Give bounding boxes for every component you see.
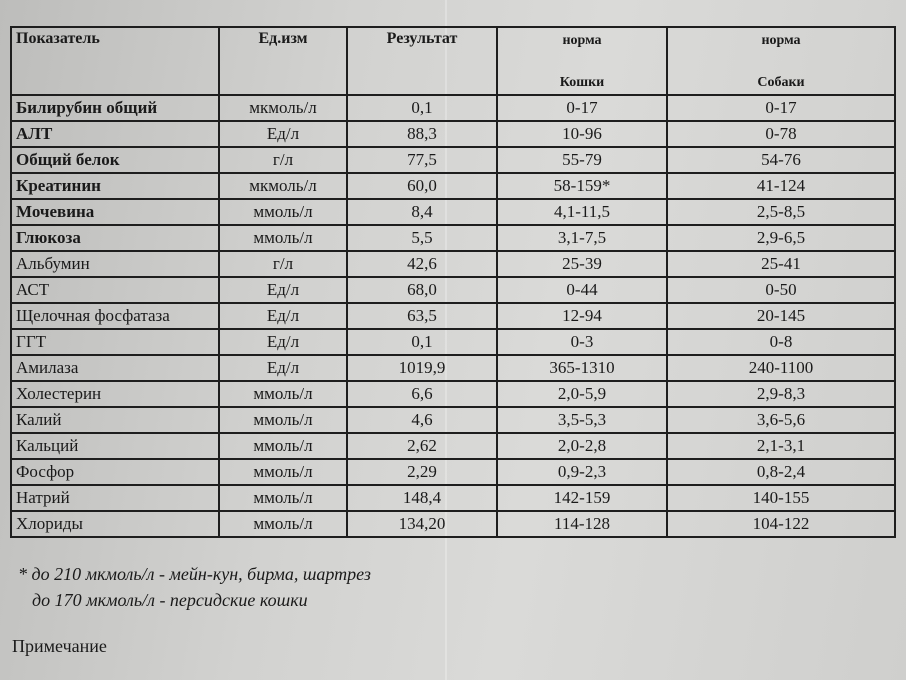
row-norm-cats: 10-96 [497, 121, 667, 147]
row-unit: ммоль/л [219, 381, 347, 407]
row-unit: Ед/л [219, 329, 347, 355]
table-row [11, 407, 895, 433]
table-row [11, 173, 895, 199]
header-indicator: Показатель [11, 27, 219, 95]
row-norm-cats: 0-3 [497, 329, 667, 355]
row-norm-dogs: 0-8 [667, 329, 895, 355]
row-unit: Ед/л [219, 303, 347, 329]
footnote-line-2: до 170 мкмоль/л - персидские кошки [32, 590, 308, 610]
row-unit: ммоль/л [219, 407, 347, 433]
row-norm-dogs: 2,9-6,5 [667, 225, 895, 251]
row-name: Холестерин [11, 381, 219, 407]
row-unit: ммоль/л [219, 225, 347, 251]
row-name: Натрий [11, 485, 219, 511]
row-norm-dogs: 0-78 [667, 121, 895, 147]
row-name: Креатинин [11, 173, 219, 199]
row-name: Общий белок [11, 147, 219, 173]
row-unit: мкмоль/л [219, 173, 347, 199]
row-norm-dogs: 0-50 [667, 277, 895, 303]
row-norm-cats: 0,9-2,3 [497, 459, 667, 485]
row-unit: г/л [219, 251, 347, 277]
row-name: Билирубин общий [11, 95, 219, 121]
row-norm-cats: 114-128 [497, 511, 667, 537]
row-name: Кальций [11, 433, 219, 459]
row-name: Фосфор [11, 459, 219, 485]
header-result: Результат [347, 27, 497, 95]
row-norm-cats: 12-94 [497, 303, 667, 329]
row-norm-dogs: 20-145 [667, 303, 895, 329]
table-row [11, 277, 895, 303]
row-unit: ммоль/л [219, 485, 347, 511]
header-norm-dogs-top: норма [761, 33, 801, 48]
row-result: 1019,9 [347, 355, 497, 381]
row-unit: Ед/л [219, 121, 347, 147]
row-norm-cats: 55-79 [497, 147, 667, 173]
table-row [11, 433, 895, 459]
row-norm-cats: 3,1-7,5 [497, 225, 667, 251]
row-result: 8,4 [347, 199, 497, 225]
row-result: 63,5 [347, 303, 497, 329]
row-result: 88,3 [347, 121, 497, 147]
footnote-line-1: * до 210 мкмоль/л - мейн-кун, бирма, шартрез [18, 564, 371, 584]
table-row [11, 225, 895, 251]
row-result: 68,0 [347, 277, 497, 303]
header-norm-dogs [667, 27, 895, 95]
row-norm-dogs: 0-17 [667, 95, 895, 121]
table-header-row [11, 27, 895, 95]
row-norm-cats: 142-159 [497, 485, 667, 511]
row-unit: ммоль/л [219, 433, 347, 459]
row-unit: г/л [219, 147, 347, 173]
row-result: 2,29 [347, 459, 497, 485]
table-row [11, 329, 895, 355]
row-result: 42,6 [347, 251, 497, 277]
table-row [11, 485, 895, 511]
row-norm-cats: 365-1310 [497, 355, 667, 381]
row-result: 2,62 [347, 433, 497, 459]
row-norm-cats: 4,1-11,5 [497, 199, 667, 225]
table-row [11, 303, 895, 329]
header-norm-dogs-bottom: Собаки [757, 75, 805, 90]
table-row [11, 147, 895, 173]
table-row [11, 199, 895, 225]
row-norm-dogs: 54-76 [667, 147, 895, 173]
row-result: 0,1 [347, 95, 497, 121]
row-name: Мочевина [11, 199, 219, 225]
row-unit: Ед/л [219, 277, 347, 303]
row-result: 148,4 [347, 485, 497, 511]
row-norm-cats: 2,0-5,9 [497, 381, 667, 407]
row-norm-dogs: 0,8-2,4 [667, 459, 895, 485]
row-unit: Ед/л [219, 355, 347, 381]
footnote [18, 561, 371, 613]
row-norm-dogs: 140-155 [667, 485, 895, 511]
row-unit: мкмоль/л [219, 95, 347, 121]
row-result: 5,5 [347, 225, 497, 251]
header-norm-cats-bottom: Кошки [559, 75, 605, 90]
row-norm-dogs: 3,6-5,6 [667, 407, 895, 433]
row-unit: ммоль/л [219, 459, 347, 485]
row-norm-cats: 0-17 [497, 95, 667, 121]
row-result: 0,1 [347, 329, 497, 355]
row-unit: ммоль/л [219, 199, 347, 225]
table-row [11, 459, 895, 485]
row-norm-cats: 3,5-5,3 [497, 407, 667, 433]
row-norm-dogs: 2,5-8,5 [667, 199, 895, 225]
note-label: Примечание [12, 636, 107, 656]
row-result: 60,0 [347, 173, 497, 199]
row-norm-dogs: 240-1100 [667, 355, 895, 381]
lab-results-table [10, 26, 896, 538]
row-name: Амилаза [11, 355, 219, 381]
row-norm-cats: 25-39 [497, 251, 667, 277]
row-norm-cats: 0-44 [497, 277, 667, 303]
row-norm-dogs: 104-122 [667, 511, 895, 537]
row-norm-cats: 58-159* [497, 173, 667, 199]
row-name: Глюкоза [11, 225, 219, 251]
row-name: АЛТ [11, 121, 219, 147]
row-norm-dogs: 2,9-8,3 [667, 381, 895, 407]
row-name: Щелочная фосфатаза [11, 303, 219, 329]
row-unit: ммоль/л [219, 511, 347, 537]
table-row [11, 355, 895, 381]
row-norm-dogs: 41-124 [667, 173, 895, 199]
row-name: Хлориды [11, 511, 219, 537]
row-result: 77,5 [347, 147, 497, 173]
row-name: Калий [11, 407, 219, 433]
row-norm-dogs: 25-41 [667, 251, 895, 277]
table-row [11, 381, 895, 407]
row-result: 6,6 [347, 381, 497, 407]
table-row [11, 511, 895, 537]
row-norm-dogs: 2,1-3,1 [667, 433, 895, 459]
row-result: 134,20 [347, 511, 497, 537]
header-norm-cats [497, 27, 667, 95]
row-name: Альбумин [11, 251, 219, 277]
row-name: АСТ [11, 277, 219, 303]
table-row [11, 95, 895, 121]
row-result: 4,6 [347, 407, 497, 433]
table-row [11, 251, 895, 277]
header-unit: Ед.изм [219, 27, 347, 95]
row-norm-cats: 2,0-2,8 [497, 433, 667, 459]
header-norm-cats-top: норма [562, 33, 602, 48]
row-name: ГГТ [11, 329, 219, 355]
table-row [11, 121, 895, 147]
